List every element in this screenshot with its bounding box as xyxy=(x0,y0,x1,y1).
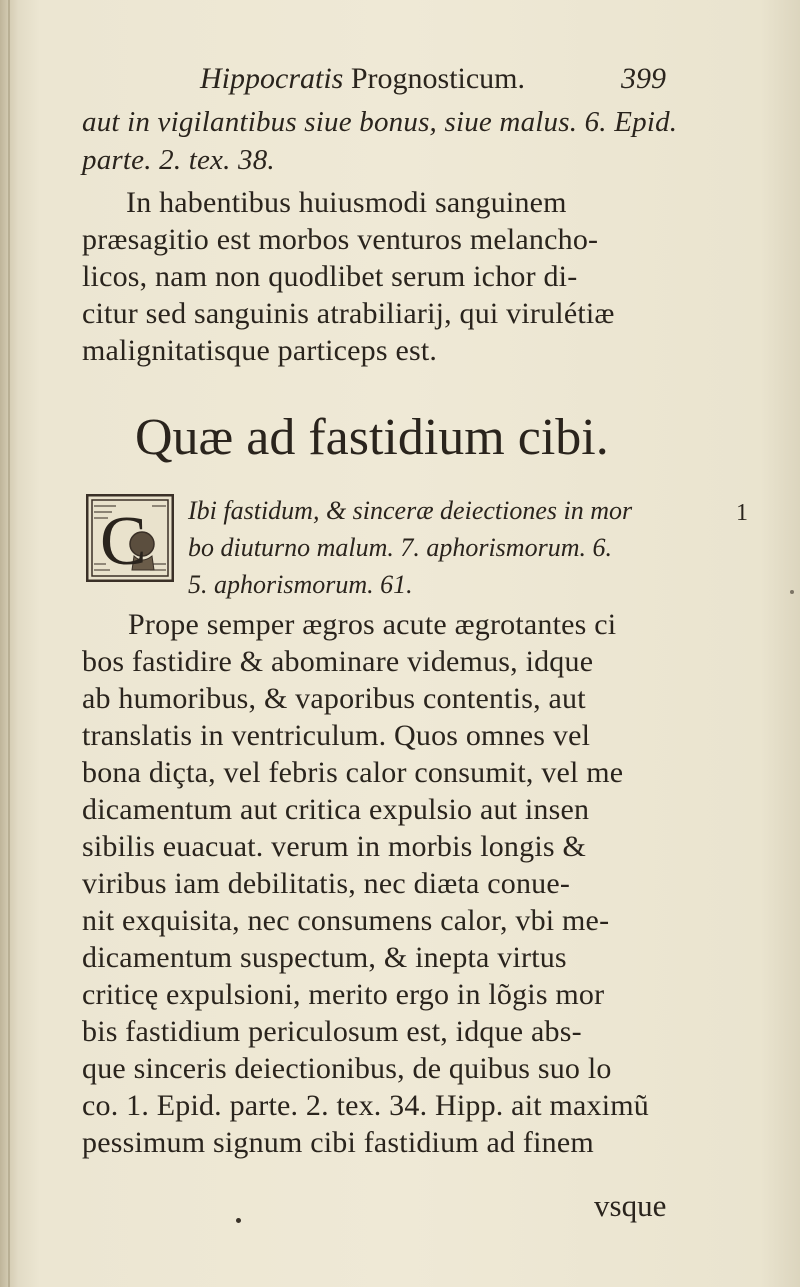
running-title xyxy=(200,62,525,96)
ink-speck xyxy=(790,590,794,594)
text-line: præsagitio est morbos venturos melancho- xyxy=(82,223,599,256)
body-line: translatis in ventriculum. Quos omnes vel xyxy=(82,719,591,752)
ink-speck xyxy=(236,1218,241,1223)
title-roman: Prognosticum. xyxy=(350,62,526,95)
section-heading: Quæ ad fastidium cibi. xyxy=(135,409,609,466)
margin-number: 1 xyxy=(736,500,748,526)
body-line: que sinceris deiectionibus, de quibus suo lo xyxy=(82,1052,612,1085)
initial-letter: C xyxy=(100,503,147,580)
body-line: nit exquisita, nec consumens calor, vbi me- xyxy=(82,904,610,937)
body-line: dicamentum suspectum, & inepta virtus xyxy=(82,941,567,974)
aphorism-line: bo diuturno malum. 7. aphorismorum. 6. xyxy=(188,533,612,562)
aphorism-line: Ibi fastidum, & sinceræ deiectiones in mor xyxy=(188,496,633,525)
body-line: co. 1. Epid. parte. 2. tex. 34. Hipp. ait maximũ xyxy=(82,1089,649,1122)
body-line: bona diçta, vel febris calor consumit, vel me xyxy=(82,756,624,789)
gutter-line xyxy=(8,0,10,1287)
body-line: dicamentum aut critica expulsio aut insen xyxy=(82,793,590,826)
body-line: bis fastidium periculosum est, idque abs- xyxy=(82,1015,582,1048)
text-line: aut in vigilantibus siue bonus, siue malus. 6. Epid. xyxy=(82,106,678,138)
decorated-initial-woodcut xyxy=(86,494,174,582)
text-line: licos, nam non quodlibet serum ichor di- xyxy=(82,260,578,293)
body-line: pessimum signum cibi fastidium ad finem xyxy=(82,1126,594,1159)
text-line: In habentibus huiusmodi sanguinem xyxy=(126,186,567,219)
body-line: sibilis euacuat. verum in morbis longis & xyxy=(82,830,586,863)
text-line: citur sed sanguinis atrabiliarij, qui virulétiæ xyxy=(82,297,615,330)
body-line: Prope semper ægros acute ægrotantes ci xyxy=(128,608,617,641)
text-line: malignitatisque particeps est. xyxy=(82,334,438,367)
body-line: criticę expulsioni, merito ergo in lõgis mor xyxy=(82,978,605,1011)
title-italic: Hippocratis xyxy=(200,62,344,95)
running-header xyxy=(200,62,680,102)
body-line: bos fastidire & abominare videmus, idque xyxy=(82,645,594,678)
catchword: vsque xyxy=(594,1188,667,1223)
aphorism-line: 5. aphorismorum. 61. xyxy=(188,570,413,599)
page-number: 399 xyxy=(621,62,666,95)
text-line: parte. 2. tex. 38. xyxy=(82,144,275,176)
body-line: ab humoribus, & vaporibus contentis, aut xyxy=(82,682,586,715)
body-line: viribus iam debilitatis, nec diæta conue- xyxy=(82,867,571,900)
